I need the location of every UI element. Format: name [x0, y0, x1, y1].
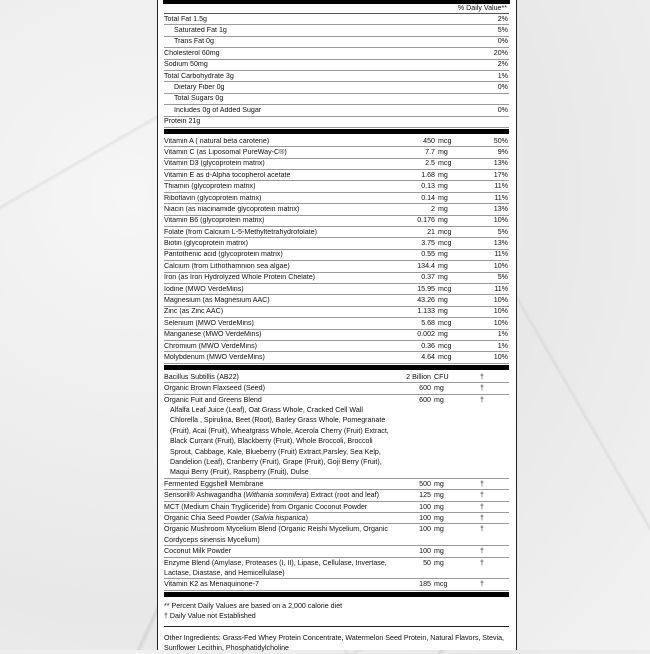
blend-components: Alfalfa Leaf Juice (Leaf), Oat Grass Whole, Cracked Cell Wall Chlorella , Spirulina, Beet (Root), Barley Grass Whole, Pomegranate (Fruit), Acai (Fruit), Wheatgrass Whole, Acerola Cherry (Fruit) Extract, Black Currant (Fruit), Blackberry (Fruit), Whole Broccoli, Broccoli Sprout, Cabbage, Kale, Blueberry (Fruit) Extract,Parsley, Sea Kelp, Dandelion (Leaf), Cranberry (Fruit), Grape (Fruit), Goji Berry (Fruit), Maqui Berry (Fruit), Raspberry (Fruit), Dulse: [170, 405, 389, 477]
nutrient-row: [164, 261, 509, 272]
nutrient-row: [164, 318, 509, 329]
ingredient-amount: 125: [419, 491, 431, 500]
ingredient-amount: 185: [419, 580, 431, 589]
ingredient-row: [164, 383, 509, 394]
macro-row: [164, 37, 509, 48]
ingredient-amount: 500: [419, 479, 431, 488]
nutrient-unit: mcg: [438, 318, 452, 327]
nutrient-name: Vitamin E as d-Alpha tocopherol acetate: [164, 171, 291, 179]
nutrient-name: Vitamin A ( natural beta carotene): [164, 137, 270, 145]
nutrient-amount: 0.176: [417, 216, 435, 225]
ingredient-unit: mg: [434, 384, 444, 393]
ingredient-name: Coconut Milk Powder: [164, 547, 232, 556]
nutrient-daily-value: 1%: [497, 341, 508, 350]
nutrient-unit: mcg: [438, 239, 452, 248]
ingredient-unit: mg: [434, 514, 444, 522]
nutrient-amount: 0.37: [421, 273, 435, 282]
macro-name: Cholesterol 60mg: [164, 49, 220, 57]
macro-row: [164, 94, 509, 105]
blend-title: Organic Fuit and Greens Blend: [164, 395, 262, 404]
nutrient-unit: mg: [438, 330, 448, 339]
ingredient-unit: mcg: [434, 580, 448, 589]
macro-name: Dietary Fiber 0g: [174, 83, 225, 91]
ingredient-row: [164, 579, 509, 590]
macro-row: [164, 25, 509, 36]
ingredient-row: [164, 490, 509, 501]
ingredient-unit: mg: [434, 395, 444, 404]
nutrient-daily-value: 11%: [494, 182, 508, 191]
ingredient-unit: mg: [434, 502, 444, 511]
ingredient-row: [164, 546, 509, 557]
macro-name: Protein 21g: [164, 118, 201, 126]
nutrient-daily-value: 11%: [494, 250, 508, 259]
ingredient-row: [164, 558, 509, 580]
ingredient-amount: 100: [419, 525, 431, 534]
nutrient-unit: mg: [438, 250, 448, 259]
footnote-percent-dv: ** Percent Daily Values are based on a 2,000 calorie diet: [164, 601, 343, 610]
ingredient-unit: mg: [434, 525, 444, 534]
nutrient-unit: mg: [438, 147, 448, 156]
nutrient-amount: 21: [427, 227, 435, 236]
ingredient-name: [164, 395, 391, 478]
macro-name: Total Fat 1.5g: [164, 15, 207, 23]
ingredient-unit: CFU: [434, 372, 449, 381]
nutrient-row: [164, 147, 509, 158]
nutrient-name: Folate (from Calcium L-5-Methyltetrahydrofolate): [164, 228, 317, 236]
nutrient-name: Manganese (MWO VerdeMins): [164, 331, 262, 339]
nutrient-row: [164, 204, 509, 215]
dagger-mark: †: [480, 384, 484, 393]
ingredient-name: Vitamin K2 as Menaquinone-7: [164, 580, 259, 589]
nutrient-row: [164, 250, 509, 261]
ingredient-unit: mg: [434, 547, 444, 556]
ingredient-unit: mg: [434, 491, 444, 500]
ingredient-name: Enzyme Blend (Amylase, Proteases (I, II), Lipase, Cellulase, Invertase, Lactase, Diastase, and Hemicellulase): [164, 558, 387, 578]
nutrient-row: [164, 273, 509, 284]
dagger-mark: †: [480, 502, 484, 511]
dagger-mark: †: [480, 547, 484, 556]
nutrient-row: [164, 136, 509, 147]
nutrient-name: Vitamin D3 (glycoprotein matrix): [164, 160, 265, 168]
macro-row: [164, 82, 509, 93]
supplement-facts-panel: [157, 0, 517, 653]
ingredient-name: [164, 490, 391, 500]
nutrient-amount: 0.13: [421, 182, 435, 191]
nutrient-name: Magnesium (as Magnesium AAC): [164, 297, 270, 305]
macro-daily-value: 2%: [497, 60, 508, 69]
nutrient-row: [164, 307, 509, 318]
nutrient-amount: 1.133: [417, 307, 435, 316]
nutrient-name: Zinc (as Zinc AAC): [164, 308, 224, 316]
macro-row: [164, 105, 509, 116]
ingredient-amount: 600: [419, 384, 431, 393]
nutrient-amount: 5.68: [421, 318, 435, 327]
macro-daily-value: 1%: [497, 71, 508, 80]
nutrient-daily-value: 10%: [493, 261, 508, 270]
ingredient-amount: 2 Billion: [406, 372, 431, 381]
nutrient-daily-value: 13%: [493, 159, 508, 168]
nutrient-amount: 134.4: [417, 261, 435, 270]
nutrient-amount: 2: [431, 204, 435, 213]
nutrient-row: [164, 193, 509, 204]
dagger-mark: †: [480, 514, 484, 522]
macro-row: [164, 71, 509, 82]
daily-value-label: % Daily Value**: [457, 3, 507, 12]
ingredient-name: Organic Mushroom Mycelium Blend (Organic Reishi Mycelium, Organic Cordyceps sinensis Mycelium): [164, 525, 388, 544]
nutrient-daily-value: 13%: [493, 204, 508, 213]
dagger-mark: †: [480, 395, 484, 404]
nutrient-name: Thiamin (glycoprotein matrix): [164, 183, 256, 191]
macro-name: Includes 0g of Added Sugar: [174, 106, 262, 114]
macro-daily-value: 2%: [497, 14, 508, 23]
thick-rule: [164, 129, 509, 134]
nutrient-daily-value: 17%: [493, 170, 508, 179]
ingredient-amount: 50: [423, 558, 431, 567]
nutrient-amount: 0.14: [421, 193, 435, 202]
nutrient-unit: mg: [438, 296, 448, 305]
macro-name: Saturated Fat 1g: [174, 27, 227, 35]
nutrient-name: Selenium (MWO VerdeMins): [164, 319, 254, 327]
daily-value-header: [164, 4, 509, 14]
nutrient-amount: 0.002: [417, 330, 435, 339]
latin-name: Withania somnifera: [245, 491, 307, 500]
nutrient-unit: mg: [438, 170, 448, 179]
ingredient-unit: mg: [434, 479, 444, 488]
nutrient-daily-value: 13%: [493, 239, 508, 248]
nutrient-row: [164, 341, 509, 352]
ingredient-name: Bacillus Subtillis (AB22): [164, 372, 239, 381]
footnotes: [164, 597, 509, 622]
macro-row: [164, 117, 509, 128]
macro-row: [164, 60, 509, 71]
ingredient-row: [164, 395, 509, 479]
nutrient-unit: mcg: [438, 284, 452, 293]
nutrient-daily-value: 1%: [497, 330, 508, 339]
nutrient-name: Chromium (MWO VerdeMins): [164, 342, 258, 350]
ingredient-row: [164, 502, 509, 513]
nutrient-daily-value: 9%: [497, 147, 508, 156]
nutrient-unit: mcg: [438, 136, 452, 145]
nutrient-name: Riboflavin (glycoprotein matrix): [164, 194, 262, 202]
ingredient-name: Fermented Eggshell Membrane: [164, 479, 264, 488]
nutrient-daily-value: 10%: [493, 216, 508, 225]
nutrient-unit: mg: [438, 216, 448, 225]
macro-name: Total Sugars 0g: [174, 95, 224, 103]
nutrient-amount: 4.64: [421, 352, 435, 361]
nutrient-daily-value: 11%: [494, 193, 508, 202]
nutrient-row: [164, 352, 509, 363]
nutrient-row: [164, 159, 509, 170]
ingredient-row: [164, 372, 509, 383]
nutrient-unit: mg: [438, 204, 448, 213]
ingredient-unit: mg: [434, 558, 444, 567]
ingredient-row: [164, 524, 509, 546]
nutrient-daily-value: 10%: [493, 352, 508, 361]
nutrient-daily-value: 50%: [493, 136, 508, 145]
nutrient-amount: 2.5: [425, 159, 435, 168]
nutrient-row: [164, 284, 509, 295]
nutrient-unit: mg: [438, 307, 448, 316]
macro-daily-value: 0%: [497, 105, 508, 114]
macro-row: [164, 48, 509, 59]
ingredient-amount: 600: [419, 395, 431, 404]
nutrient-row: [164, 295, 509, 306]
nutrient-unit: mg: [438, 182, 448, 191]
ingredient-name-part: Organic Chia Seed Powder (: [164, 514, 255, 522]
macro-row: [164, 14, 509, 25]
nutrient-name: Calcium (from Lithothamnion sea algae): [164, 262, 290, 270]
nutrient-amount: 0.36: [421, 341, 435, 350]
nutrient-unit: mcg: [438, 341, 452, 350]
ingredient-name-part: ): [305, 514, 308, 522]
nutrient-unit: mg: [438, 193, 448, 202]
latin-name: Salvia hispanica: [254, 514, 306, 522]
nutrient-unit: mcg: [438, 352, 452, 361]
ingredient-name: [164, 513, 391, 523]
dagger-mark: †: [480, 372, 484, 381]
nutrient-daily-value: 11%: [494, 284, 508, 293]
nutrient-daily-value: 10%: [493, 307, 508, 316]
thick-rule: [164, 365, 509, 370]
ingredient-amount: 100: [419, 502, 431, 511]
ingredient-row: [164, 479, 509, 490]
nutrient-daily-value: 10%: [493, 318, 508, 327]
nutrient-name: Pantothenic acid (glycoprotein matrix): [164, 251, 283, 259]
nutrient-row: [164, 330, 509, 341]
nutrient-name: Molybdenum (MWO VerdeMins): [164, 353, 265, 361]
nutrient-amount: 7.7: [425, 147, 435, 156]
ingredient-name-part: ) Extract (root and leaf): [306, 491, 379, 500]
ingredient-name: MCT (Medium Chain Trygliceride) from Organic Coconut Powder: [164, 502, 368, 511]
nutrient-amount: 15.95: [417, 284, 435, 293]
dagger-mark: †: [480, 558, 484, 567]
proprietary-ingredients: [164, 372, 509, 591]
dagger-mark: †: [480, 491, 484, 500]
macro-daily-value: 20%: [493, 48, 508, 57]
ingredient-name: Organic Brown Flaxseed (Seed): [164, 384, 265, 393]
macro-daily-value: 0%: [497, 37, 508, 46]
nutrient-amount: 43.26: [417, 296, 435, 305]
other-ingredients: Other Ingredients: Grass-Fed Whey Protein Concentrate, Watermelon Seed Protein, Natural Flavors, Stevia, Sunflower Lecithin, Phosphatidylcholine: [164, 626, 509, 654]
nutrient-name: Vitamin C (as Liposomal PureWay-C®): [164, 148, 287, 156]
nutrient-name: Biotin (glycoprotein matrix): [164, 240, 248, 248]
macro-nutrients: [164, 14, 509, 128]
nutrient-row: [164, 238, 509, 249]
nutrient-unit: mg: [438, 273, 448, 282]
ingredient-amount: 100: [419, 547, 431, 556]
nutrient-amount: 1.68: [421, 170, 435, 179]
nutrient-unit: mcg: [438, 159, 452, 168]
dagger-mark: †: [480, 525, 484, 534]
dagger-mark: †: [480, 479, 484, 488]
nutrient-name: Niacin (as niacinamide glycoprotein matrix): [164, 205, 300, 213]
nutrient-name: Vitamin B6 (glycoprotein matrix): [164, 217, 265, 225]
vitamins-minerals: [164, 136, 509, 364]
nutrient-row: [164, 227, 509, 238]
nutrient-amount: 0.55: [421, 250, 435, 259]
macro-daily-value: 5%: [497, 26, 508, 35]
dagger-mark: †: [480, 580, 484, 589]
nutrient-unit: mcg: [438, 227, 452, 236]
nutrient-name: Iron (as Iron Hydrolyzed Whole Protein Chelate): [164, 274, 316, 282]
macro-name: Total Carbohydrate 3g: [164, 72, 234, 80]
nutrient-daily-value: 5%: [497, 273, 508, 282]
nutrient-amount: 450: [423, 136, 435, 145]
nutrient-row: [164, 216, 509, 227]
macro-name: Trans Fat 0g: [174, 38, 214, 46]
nutrient-name: Iodine (MWO VerdeMins): [164, 285, 244, 293]
nutrient-row: [164, 170, 509, 181]
nutrient-daily-value: 5%: [497, 227, 508, 236]
nutrient-unit: mg: [438, 261, 448, 270]
nutrient-row: [164, 181, 509, 192]
footnote-dagger: † Daily Value not Established: [164, 612, 256, 621]
ingredient-name-part: Sensoril® Ashwagandha (: [164, 491, 246, 500]
nutrient-daily-value: 10%: [493, 296, 508, 305]
macro-daily-value: 0%: [497, 82, 508, 91]
nutrient-amount: 3.75: [421, 239, 435, 248]
macro-name: Sodium 50mg: [164, 61, 208, 69]
ingredient-row: [164, 513, 509, 524]
ingredient-amount: 100: [419, 514, 431, 522]
